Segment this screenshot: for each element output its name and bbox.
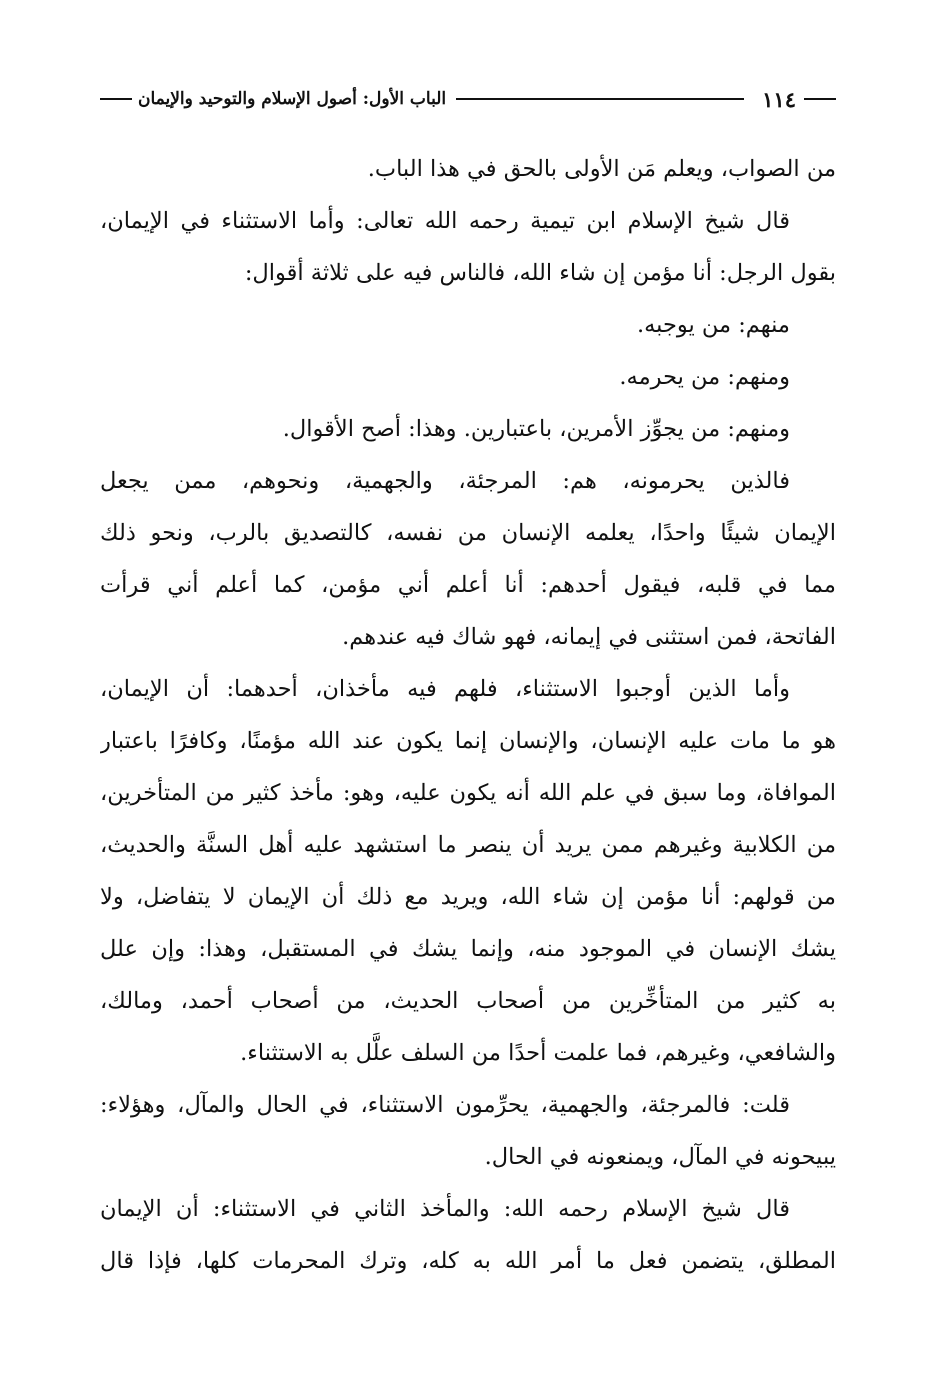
text-line: المطلق، يتضمن فعل ما أمر الله به كله، وترك المحرمات كلها، فإذا قال bbox=[100, 1248, 836, 1274]
text-line: الفاتحة، فمن استثنى في إيمانه، فهو شاك فيه عندهم. bbox=[342, 624, 836, 650]
header-rule-left bbox=[100, 98, 132, 100]
text-line: قلت: فالمرجئة، والجهمية، يحرِّمون الاستثناء، في الحال والمآل، وهؤلاء: bbox=[100, 1092, 790, 1118]
text-line: الموافاة، وما سبق في علم الله أنه يكون عليه، وهو: مأخذ كثير من المتأخرين، bbox=[100, 780, 836, 806]
text-line: ومنهم: من يحرمه. bbox=[619, 364, 790, 390]
text-line: وأما الذين أوجبوا الاستثناء، فلهم فيه مأخذان، أحدهما: أن الإيمان، bbox=[100, 676, 790, 702]
text-line: مما في قلبه، فيقول أحدهم: أنا أعلم أني مؤمن، كما أعلم أني قرأت bbox=[100, 572, 836, 598]
text-line: هو ما مات عليه الإنسان، والإنسان إنما يكون عند الله مؤمنًا، وكافرًا باعتبار bbox=[100, 728, 836, 754]
text-line: يشك الإنسان في الموجود منه، وإنما يشك في المستقبل، وهذا: وإن علل bbox=[100, 936, 836, 962]
text-line: يبيحونه في المآل، ويمنعونه في الحال. bbox=[484, 1144, 836, 1170]
header-rule-middle bbox=[456, 98, 744, 100]
text-line: من الكلابية وغيرهم ممن يريد أن ينصر ما استشهد عليه أهل السنَّة والحديث، bbox=[100, 832, 836, 858]
text-line: من الصواب، ويعلم مَن الأولى بالحق في هذا الباب. bbox=[367, 156, 836, 182]
text-line: من قولهم: أنا مؤمن إن شاء الله، ويريد مع ذلك أن الإيمان لا يتفاضل، ولا bbox=[100, 884, 836, 910]
text-line: فالذين يحرمونه، هم: المرجئة، والجهمية، ونحوهم، ممن يجعل bbox=[100, 468, 790, 494]
body-text bbox=[100, 143, 836, 1287]
text-line: قال شيخ الإسلام ابن تيمية رحمه الله تعالى: وأما الاستثناء في الإيمان، bbox=[100, 208, 790, 234]
page-number: ١١٤ bbox=[762, 86, 796, 112]
text-line: به كثير من المتأخِّرين من أصحاب الحديث، من أصحاب أحمد، ومالك، bbox=[100, 988, 836, 1014]
text-line: منهم: من يوجبه. bbox=[636, 312, 790, 338]
header-rule-right bbox=[804, 98, 836, 100]
running-header bbox=[100, 82, 836, 116]
text-line: الإيمان شيئًا واحدًا، يعلمه الإنسان من نفسه، كالتصديق بالرب، ونحو ذلك bbox=[100, 520, 836, 546]
text-line: ومنهم: من يجوِّز الأمرين، باعتبارين. وهذا: أصح الأقوال. bbox=[282, 416, 790, 442]
text-line: والشافعي، وغيرهم، فما علمت أحدًا من السلف علَّل به الاستثناء. bbox=[240, 1040, 836, 1066]
chapter-title: الباب الأول: أصول الإسلام والتوحيد والإيمان bbox=[138, 89, 447, 109]
text-line: قال شيخ الإسلام رحمه الله: والمأخذ الثاني في الاستثناء: أن الإيمان bbox=[100, 1196, 790, 1222]
text-line: بقول الرجل: أنا مؤمن إن شاء الله، فالناس فيه على ثلاثة أقوال: bbox=[244, 260, 836, 286]
